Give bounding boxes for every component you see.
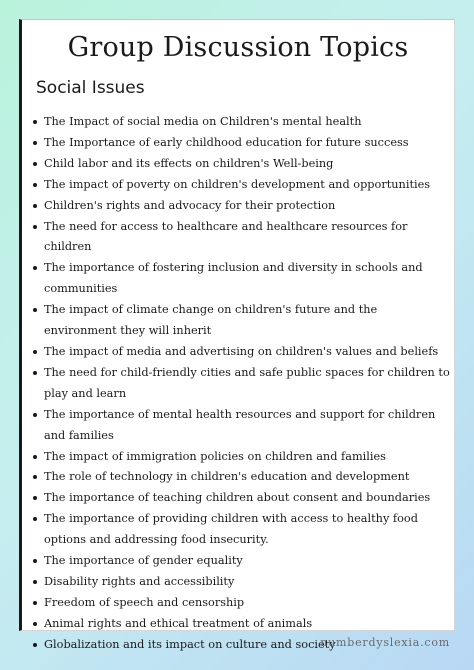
topic-list — [32, 112, 450, 656]
list-item: Globalization and its impact on culture and society — [32, 635, 450, 656]
list-item: The impact of immigration policies on children and families — [32, 447, 450, 468]
list-item: Animal rights and ethical treatment of animals — [32, 614, 450, 635]
list-item: The importance of mental health resources and support for children and families — [32, 405, 450, 447]
list-item: The need for access to healthcare and healthcare resources for children — [32, 217, 450, 259]
list-item: The need for child-friendly cities and safe public spaces for children to play and learn — [32, 363, 450, 405]
page-title: Group Discussion Topics — [67, 32, 409, 63]
list-item: The Impact of social media on Children's mental health — [32, 112, 450, 133]
list-item: The impact of poverty on children's development and opportunities — [32, 175, 450, 196]
list-item: Child labor and its effects on children's Well-being — [32, 154, 450, 175]
section-heading: Social Issues — [36, 78, 145, 98]
list-item: The impact of climate change on children's future and the environment they will inherit — [32, 300, 450, 342]
list-item: The importance of gender equality — [32, 551, 450, 572]
list-item: The Importance of early childhood education for future success — [32, 133, 450, 154]
list-item: The importance of providing children with access to healthy food options and addressing food insecurity. — [32, 509, 450, 551]
list-item: Children's rights and advocacy for their protection — [32, 196, 450, 217]
list-item: Disability rights and accessibility — [32, 572, 450, 593]
list-item: The impact of media and advertising on children's values and beliefs — [32, 342, 450, 363]
list-item: Freedom of speech and censorship — [32, 593, 450, 614]
list-item: The importance of teaching children about consent and boundaries — [32, 488, 450, 509]
list-item: The importance of fostering inclusion and diversity in schools and communities — [32, 258, 450, 300]
list-item: The role of technology in children's education and development — [32, 467, 450, 488]
source-credit: numberdyslexia.com — [320, 636, 450, 649]
